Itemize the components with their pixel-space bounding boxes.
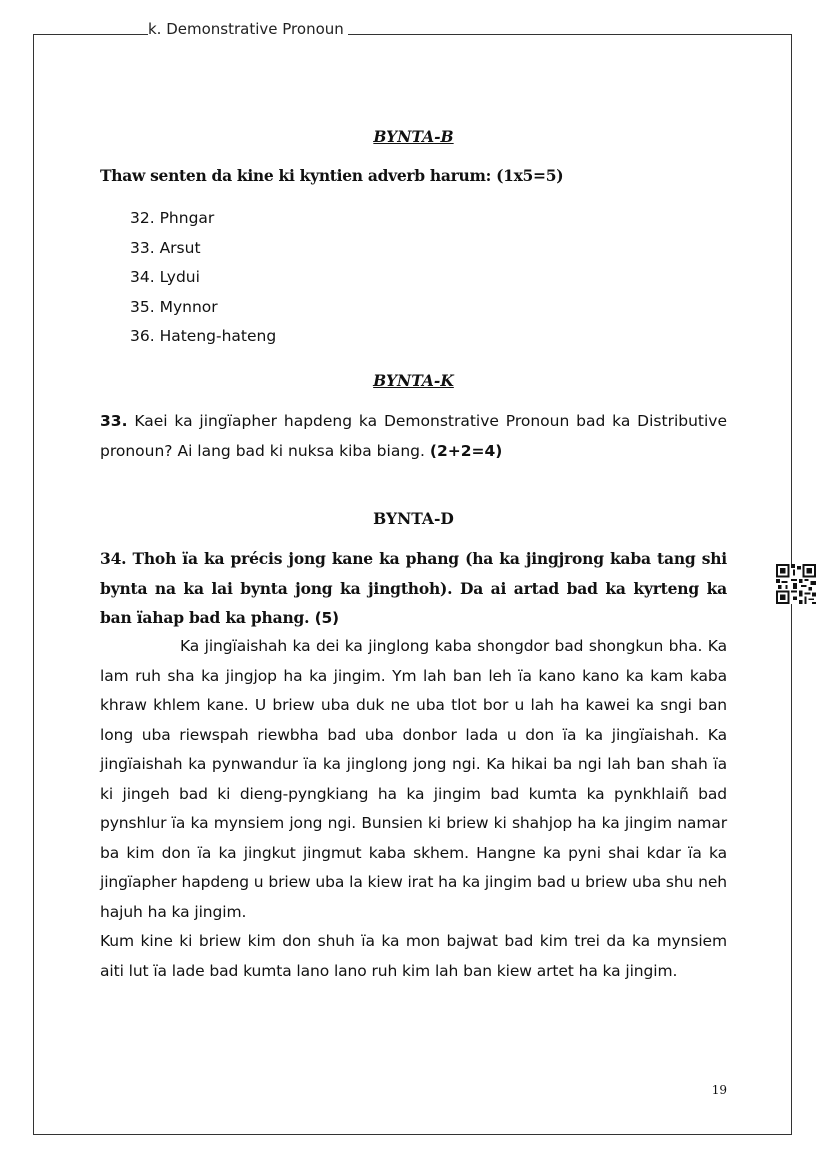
section-b-heading: BYNTA-B bbox=[373, 127, 454, 146]
question-34 bbox=[100, 544, 727, 634]
section-d-heading: BYNTA-D bbox=[373, 509, 454, 528]
list-item: 36. Hateng-hateng bbox=[130, 327, 277, 345]
question-text: Kaei ka jingïapher hapdeng ka Demonstrative Pronoun bad ka Distributive pronoun? Ai lang bad ki nuksa kiba biang. bbox=[100, 412, 728, 460]
question-marks: (2+2=4) bbox=[429, 442, 503, 460]
list-item: 34. Lydui bbox=[130, 268, 200, 286]
passage-paragraph: Kum kine ki briew kim don shuh ïa ka mon bajwat bad kim trei da ka mynsiem aiti lut ïa lade bad kumta lano lano ruh kim lah ban kiew artet ha ka jingim. bbox=[100, 932, 727, 980]
question-number: 33. bbox=[100, 412, 128, 430]
page-number: 19 bbox=[711, 1083, 727, 1097]
list-item: 33. Arsut bbox=[130, 238, 201, 257]
previous-list-item: k. Demonstrative Pronoun bbox=[148, 20, 348, 38]
list-item: 32. Phngar bbox=[130, 209, 215, 227]
question-text: 34. Thoh ïa ka précis jong kane ka phang (ha ka jingjrong kaba tang shi bynta na ka lai bynta jong ka jingthoh). Da ai artad bad ka kyrteng ka ban ïahap bad ka phang. bbox=[100, 549, 727, 627]
section-k-heading: BYNTA-K bbox=[373, 371, 454, 390]
question-33 bbox=[100, 406, 727, 466]
list-item: 35. Mynnor bbox=[130, 297, 218, 316]
qr-code-icon bbox=[776, 562, 816, 606]
question-list bbox=[130, 204, 276, 352]
question-marks: (5) bbox=[314, 609, 339, 627]
section-b-instruction: Thaw senten da kine ki kyntien adverb harum: (1x5=5) bbox=[100, 166, 564, 185]
precis-passage bbox=[100, 632, 727, 986]
passage-paragraph: Ka jingïaishah ka dei ka jinglong kaba shongdor bad shongkun bha. Ka lam ruh sha ka jingjop ha ka jingim. Ym lah ban leh ïa kano kano ka kam kaba khraw khlem kane. U briew uba duk ne uba tlot bor u lah ha kawei ka sngi ban long uba riewspah riewbha bad uba donbor lada u don ïa ka jingïaishah. Ka jingïaishah ka pynwandur ïa ka jinglong jong ngi. Ka hikai ba ngi lah ban shah ïa ki jingeh bad ki dieng-pyngkiang ha ka jingim bad kumta ka pynkhlaiñ bad pynshlur ïa ka mynsiem jong ngi. Bunsien ki briew ki shahjop ha ka jingim namar ba kim don ïa ka jingkut jingmut kaba skhem. Hangne ka pyni shai kdar ïa ka jingïapher hapdeng u briew uba la kiew irat ha ka jingim bad u briew uba shu neh hajuh ha ka jingim. bbox=[100, 637, 727, 921]
